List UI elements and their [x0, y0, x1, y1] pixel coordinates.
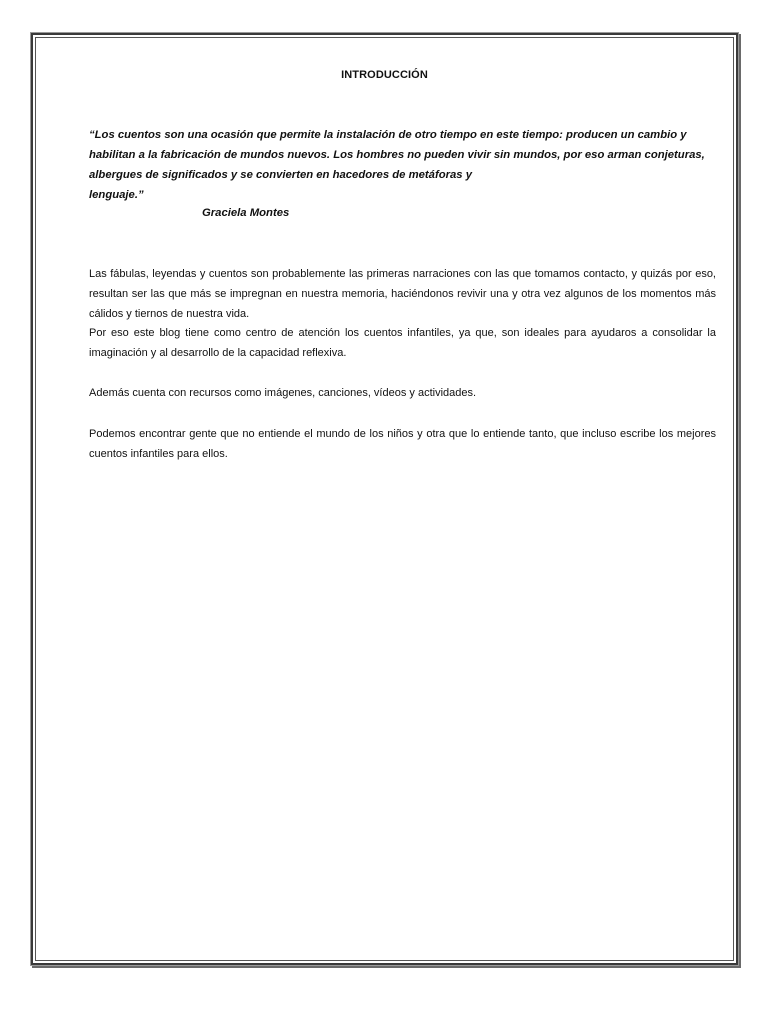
paragraph-fables: Las fábulas, leyendas y cuentos son probablemente las primeras narraciones con las que tomamos contacto, y quizás por eso, resultan ser las que más se impregnan en nuestra memoria, haciéndonos revivir una y otra vez algunos de los momentos más cálidos y tiernos de nuestra vida. — [89, 268, 716, 320]
paragraph-people: Podemos encontrar gente que no entiende el mundo de los niños y otra que lo entiende tanto, que incluso escribe los mejores cuentos infantiles para ellos. — [89, 428, 716, 460]
epigraph-quote — [89, 125, 715, 205]
quote-end: lenguaje.” — [89, 189, 144, 201]
quote-text: “Los cuentos son una ocasión que permite la instalación de otro tiempo en este tiempo: producen un cambio y habilitan a la fabricación de mundos nuevos. Los hombres no pueden vivir sin mundos, por eso arman conjeturas, albergues de significados y se convierten en hacedores de metáforas y — [89, 129, 705, 181]
paragraph-resources: Además cuenta con recursos como imágenes, canciones, vídeos y actividades. — [89, 387, 477, 399]
page-border-frame — [31, 33, 738, 965]
paragraph-blog-focus: Por eso este blog tiene como centro de atención los cuentos infantiles, ya que, son ideales para ayudaros a consolidar la imaginación y al desarrollo de la capacidad reflexiva. — [89, 327, 716, 359]
document-title: INTRODUCCIÓN — [341, 69, 428, 81]
quote-author: Graciela Montes — [202, 207, 290, 219]
